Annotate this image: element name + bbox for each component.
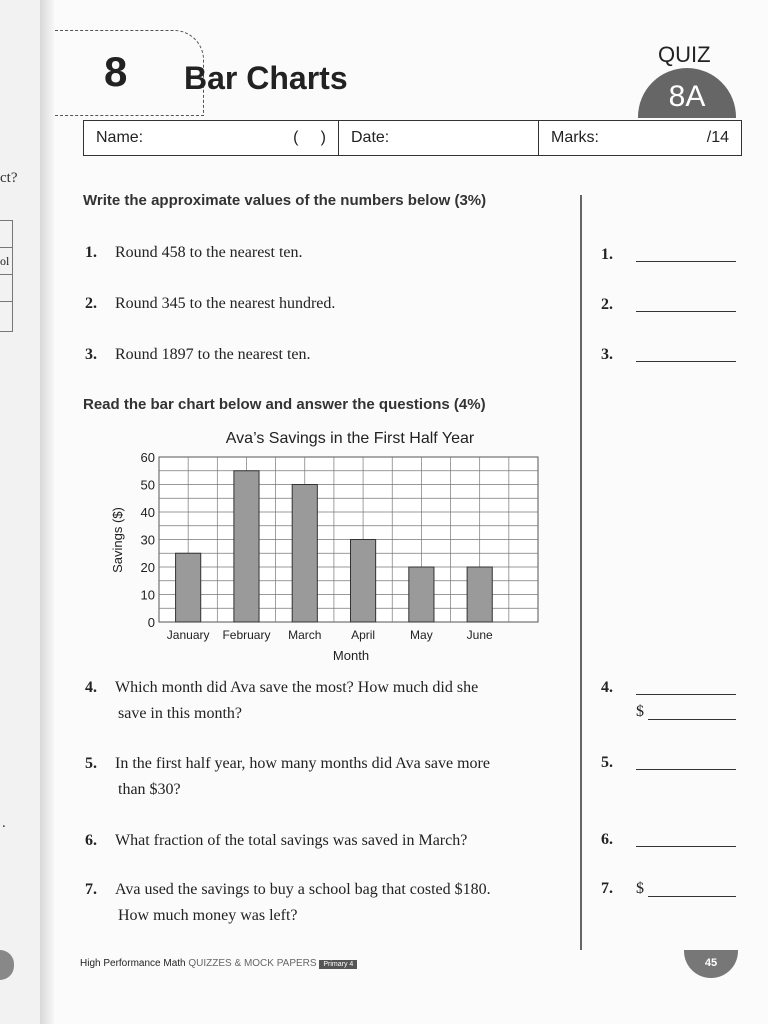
question-text-line1: In the first half year, how many months did Ava save more: [115, 755, 490, 772]
y-axis: [141, 450, 155, 630]
answer-column-divider: [580, 195, 582, 950]
student-info-box: [83, 120, 742, 156]
bar-february: [234, 471, 259, 622]
page-number: 45: [684, 950, 738, 978]
quiz-label: QUIZ: [658, 42, 711, 67]
bar-may: [409, 567, 434, 622]
section-heading-rounding: Write the approximate values of the numbers below (3%): [83, 192, 487, 209]
y-tick-label: 10: [140, 587, 155, 603]
footer-series: QUIZZES & MOCK PAPERS: [188, 958, 317, 969]
x-tick-label: May: [410, 628, 433, 642]
question-text-line1: What fraction of the total savings was saved in March?: [115, 832, 468, 849]
question-number: 7.: [85, 881, 97, 898]
x-tick-label: February: [222, 628, 271, 642]
previous-page-dot: .: [2, 815, 6, 831]
question-number: 2.: [85, 295, 97, 312]
name-label: Name:: [96, 129, 144, 146]
question-number: 3.: [85, 346, 97, 363]
y-tick-label: 50: [140, 477, 155, 493]
question-number: 1.: [85, 244, 97, 261]
answer-blank-4-amount[interactable]: [648, 704, 736, 720]
x-tick-label: January: [166, 628, 210, 642]
question-4: [85, 675, 575, 727]
question-5: [85, 751, 575, 803]
answer-blank-1[interactable]: [636, 246, 736, 262]
y-tick-label: 20: [140, 560, 155, 575]
name-cell[interactable]: [84, 121, 339, 155]
section-heading-bar-chart: Read the bar chart below and answer the questions (4%): [83, 396, 486, 413]
answer-dollar-4: $: [636, 703, 644, 720]
marks-cell[interactable]: [539, 121, 741, 155]
chapter-header-frame: [55, 30, 204, 116]
question-text-line1: Ava used the savings to buy a school bag that costed $180.: [115, 881, 491, 898]
previous-page-table: [0, 220, 13, 332]
answer-blank-4-month[interactable]: [636, 679, 736, 695]
answer-blank-6[interactable]: [636, 831, 736, 847]
question-1: [85, 240, 303, 266]
question-6: [85, 828, 575, 854]
answer-label-5: 5.: [601, 754, 613, 771]
x-axis: [167, 628, 493, 642]
question-text: Round 1897 to the nearest ten.: [115, 346, 311, 363]
y-tick-label: 0: [147, 615, 155, 630]
class-number-paren: ( ): [293, 129, 326, 146]
quiz-badge: 8A: [638, 68, 736, 118]
bar-january: [176, 553, 201, 622]
footer: [80, 958, 357, 969]
answer-label-4: 4.: [601, 679, 613, 696]
question-text-line2: How much money was left?: [118, 907, 298, 924]
savings-bar-chart: [100, 420, 560, 665]
marks-total: /14: [706, 129, 729, 146]
page-gutter-shadow: [40, 0, 54, 1024]
question-text-line1: Which month did Ava save the most? How much did she: [115, 679, 479, 696]
y-tick-label: 40: [140, 505, 155, 520]
answer-dollar-7: $: [636, 880, 644, 897]
answer-label-1: 1.: [601, 246, 613, 263]
date-cell[interactable]: [339, 121, 539, 155]
bar-june: [467, 567, 492, 622]
footer-brand: High Performance Math: [80, 958, 186, 969]
question-text: Round 345 to the nearest hundred.: [115, 295, 336, 312]
answer-blank-7[interactable]: [648, 881, 736, 897]
answer-label-6: 6.: [601, 831, 613, 848]
question-number: 4.: [85, 679, 97, 696]
chart-title: Ava’s Savings in the First Half Year: [225, 430, 475, 447]
x-axis-label: Month: [332, 648, 370, 663]
marks-label: Marks:: [551, 129, 599, 146]
question-text: Round 458 to the nearest ten.: [115, 244, 303, 261]
question-text-line2: save in this month?: [118, 705, 242, 722]
question-number: 5.: [85, 755, 97, 772]
question-7: [85, 877, 575, 929]
answer-label-3: 3.: [601, 346, 613, 363]
y-tick-label: 30: [140, 532, 155, 548]
bar-march: [292, 485, 317, 623]
answer-blank-3[interactable]: [636, 346, 736, 362]
answer-label-7: 7.: [601, 880, 613, 897]
question-2: [85, 291, 335, 317]
answer-blank-5[interactable]: [636, 754, 736, 770]
x-tick-label: March: [288, 628, 322, 642]
y-tick-label: 60: [140, 450, 155, 465]
question-number: 6.: [85, 832, 97, 849]
bar-april: [351, 540, 376, 623]
chapter-number: 8: [104, 48, 128, 95]
previous-page-cell: ol: [0, 248, 12, 275]
x-tick-label: June: [466, 628, 493, 642]
question-3: [85, 342, 311, 368]
y-axis-label: Savings ($): [110, 507, 125, 573]
previous-page-text: ct?: [0, 170, 18, 186]
question-text-line2: than $30?: [118, 781, 181, 798]
date-label: Date:: [351, 129, 390, 146]
chapter-title: Bar Charts: [184, 60, 348, 96]
answer-blank-2[interactable]: [636, 296, 736, 312]
footer-tag: Primary 4: [319, 960, 357, 969]
answer-label-2: 2.: [601, 296, 613, 313]
x-tick-label: April: [351, 628, 376, 642]
